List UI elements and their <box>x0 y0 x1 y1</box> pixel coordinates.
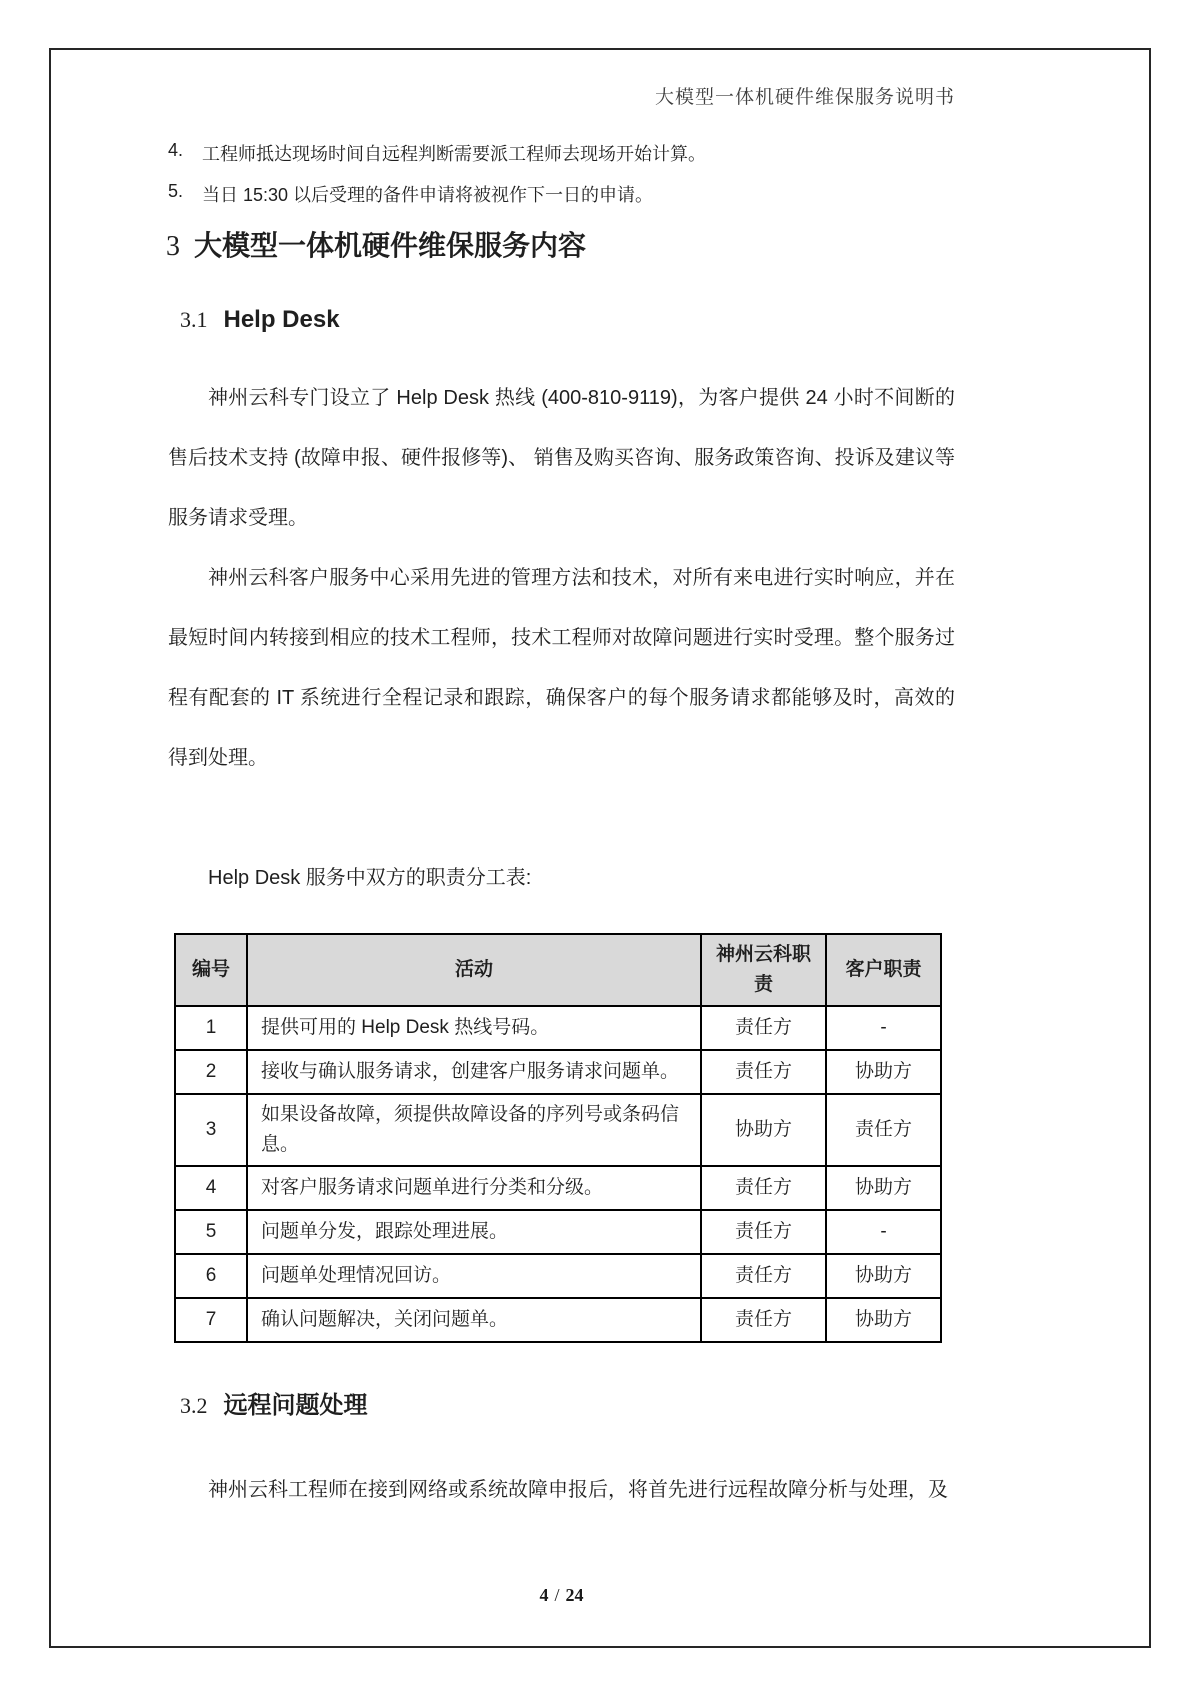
subsection-number: 3.2 <box>180 1393 208 1418</box>
row-customer-role: 责任方 <box>826 1094 941 1166</box>
subsection-number: 3.1 <box>180 307 208 332</box>
paragraph-helpdesk-hotline: 神州云科专门设立了 Help Desk 热线 (400-810-9119)，为客户提供 24 小时不间断的售后技术支持 (故障申报、硬件报修等)、 销售及购买咨询、服务政策咨询、投诉及建议等服务请求受理。 <box>168 387 955 529</box>
list-item-5 <box>168 181 955 207</box>
row-customer-role: 协助方 <box>826 1298 941 1342</box>
row-activity: 提供可用的 Help Desk 热线号码。 <box>247 1006 701 1050</box>
table-row <box>175 1254 941 1298</box>
row-vendor-role: 责任方 <box>701 1050 826 1094</box>
row-number: 6 <box>175 1254 247 1298</box>
table-row <box>175 1210 941 1254</box>
row-customer-role: 协助方 <box>826 1050 941 1094</box>
list-item-4 <box>168 140 955 166</box>
responsibility-table <box>174 933 942 1343</box>
row-number: 5 <box>175 1210 247 1254</box>
row-vendor-role: 责任方 <box>701 1006 826 1050</box>
row-number: 1 <box>175 1006 247 1050</box>
table-row <box>175 1166 941 1210</box>
page-footer <box>168 1585 955 1606</box>
row-vendor-role: 责任方 <box>701 1298 826 1342</box>
footer-current-page: 4 <box>539 1585 549 1605</box>
table-row <box>175 1006 941 1050</box>
paragraph-remote-handling: 神州云科工程师在接到网络或系统故障申报后，将首先进行远程故障分析与处理，及 <box>208 1479 948 1501</box>
row-number: 2 <box>175 1050 247 1094</box>
row-vendor-role: 责任方 <box>701 1210 826 1254</box>
subsection-title: Help Desk <box>223 306 340 333</box>
row-vendor-role: 责任方 <box>701 1166 826 1210</box>
subsection-heading-3-1 <box>180 306 340 334</box>
row-number: 7 <box>175 1298 247 1342</box>
footer-total-pages: 24 <box>565 1585 584 1605</box>
footer-separator: / <box>554 1585 560 1605</box>
row-customer-role: 协助方 <box>826 1254 941 1298</box>
row-customer-role: - <box>826 1210 941 1254</box>
document-header-title: 大模型一体机硬件维保服务说明书 <box>654 87 955 108</box>
column-header-no: 编号 <box>175 934 247 1006</box>
section-number: 3 <box>166 231 180 262</box>
subsection-heading-3-2 <box>180 1385 368 1420</box>
list-item-number: 4. <box>168 140 184 160</box>
table-header-row <box>175 934 941 1006</box>
row-activity: 问题单处理情况回访。 <box>247 1254 701 1298</box>
table-row <box>175 1094 941 1166</box>
row-customer-role: 协助方 <box>826 1166 941 1210</box>
subsection-title: 远程问题处理 <box>223 1392 368 1419</box>
row-activity: 确认问题解决，关闭问题单。 <box>247 1298 701 1342</box>
table-row <box>175 1050 941 1094</box>
row-vendor-role: 责任方 <box>701 1254 826 1298</box>
row-activity: 接收与确认服务请求，创建客户服务请求问题单。 <box>247 1050 701 1094</box>
list-item-number: 5. <box>168 181 184 201</box>
section-heading-3 <box>166 224 586 264</box>
row-vendor-role: 协助方 <box>701 1094 826 1166</box>
row-activity: 对客户服务请求问题单进行分类和分级。 <box>247 1166 701 1210</box>
paragraph-service-center: 神州云科客户服务中心采用先进的管理方法和技术，对所有来电进行实时响应，并在最短时间内转接到相应的技术工程师，技术工程师对故障问题进行实时受理。整个服务过程有配套的 IT 系统进行全程记录和跟踪，确保客户的每个服务请求都能够及时，高效的得到处理。 <box>168 567 955 769</box>
list-item-text: 工程师抵达现场时间自远程判断需要派工程师去现场开始计算。 <box>202 144 706 164</box>
row-activity: 问题单分发，跟踪处理进展。 <box>247 1210 701 1254</box>
list-item-text: 当日 15:30 以后受理的备件申请将被视作下一日的申请。 <box>202 185 654 205</box>
row-activity: 如果设备故障，须提供故障设备的序列号或条码信息。 <box>247 1094 701 1166</box>
column-header-vendor-role: 神州云科职责 <box>701 934 826 1006</box>
row-number: 3 <box>175 1094 247 1166</box>
column-header-customer-role: 客户职责 <box>826 934 941 1006</box>
table-body <box>175 1006 941 1342</box>
table-intro-line: Help Desk 服务中双方的职责分工表: <box>208 867 532 889</box>
table-row <box>175 1298 941 1342</box>
row-customer-role: - <box>826 1006 941 1050</box>
section-title: 大模型一体机硬件维保服务内容 <box>194 230 587 261</box>
row-number: 4 <box>175 1166 247 1210</box>
column-header-activity: 活动 <box>247 934 701 1006</box>
